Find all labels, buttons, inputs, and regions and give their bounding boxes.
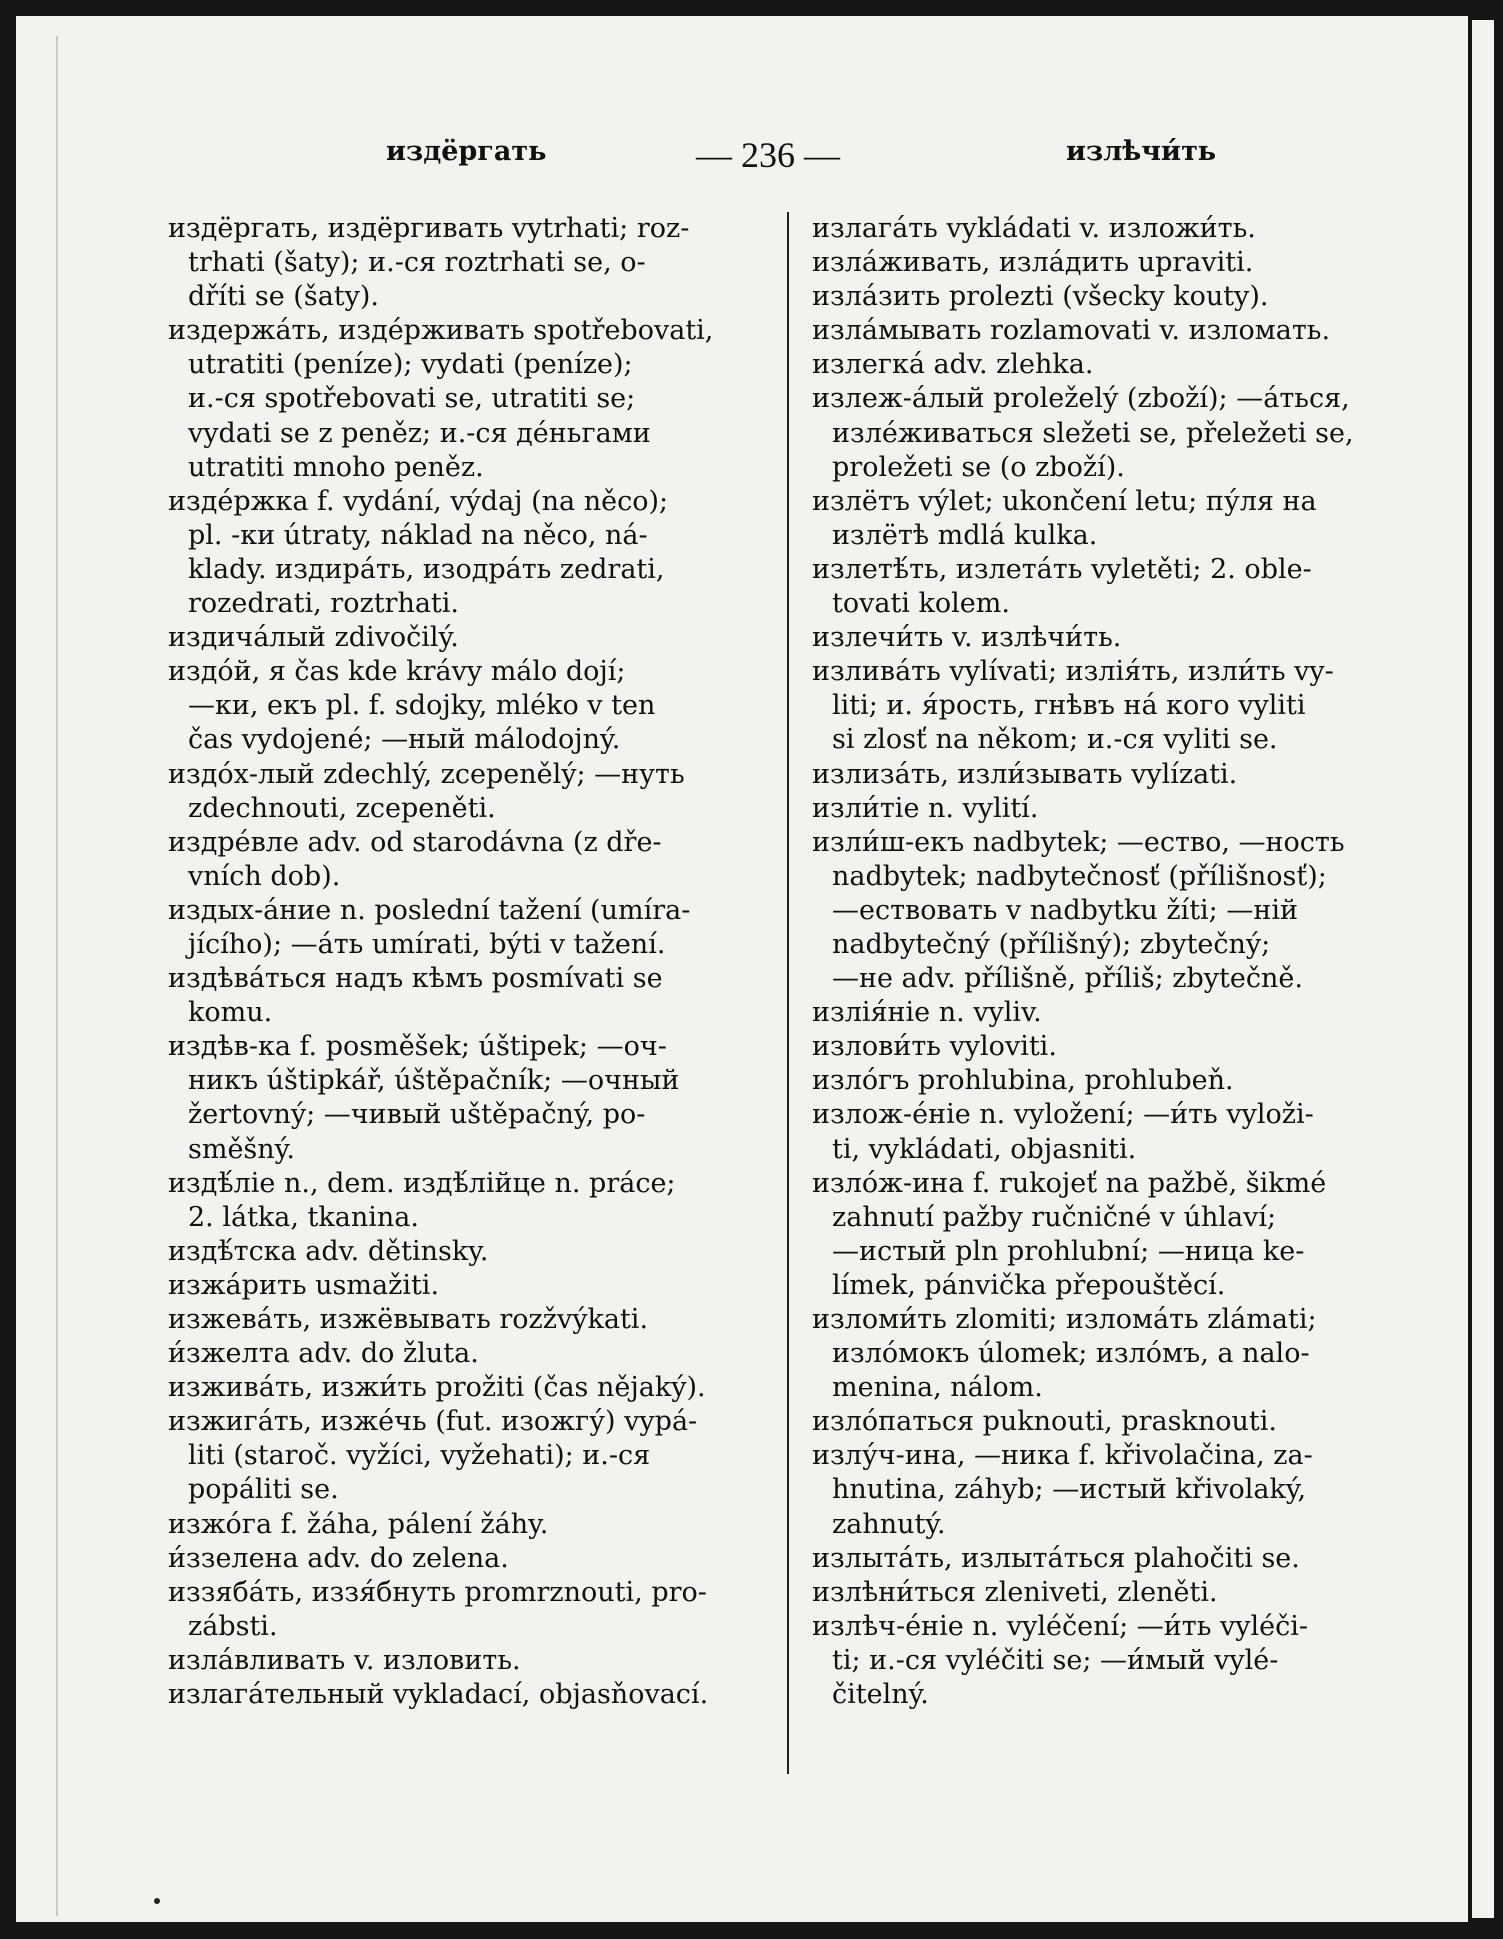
text-line: излегка́ adv. zlehka. bbox=[812, 349, 1094, 381]
text-line: никъ úštipkář, úštěpačník; —очный bbox=[188, 1065, 680, 1097]
text-line: komu. bbox=[188, 997, 273, 1029]
text-line: límek, pánvička přepouštěcí. bbox=[832, 1269, 1226, 1301]
text-line: издёргать, издёргивать vytrhati; roz- bbox=[168, 213, 690, 244]
text-line: hnutina, záhyb; —истый křivolaký, bbox=[832, 1474, 1307, 1506]
text-line: излётѣ mdlá kulka. bbox=[832, 519, 1098, 551]
text-line: излиза́ть, изли́зывать vylízati. bbox=[812, 758, 1238, 790]
text-line: излага́ть vykládati v. изложи́ть. bbox=[812, 213, 1256, 244]
text-line: излія́нie n. vyliv. bbox=[812, 997, 1042, 1029]
text-line: изло́паться puknouti, prasknouti. bbox=[812, 1406, 1277, 1438]
header-right-word: излѣчи́ть bbox=[1066, 136, 1217, 167]
text-line: žertovný; —чивый uštěpačný, po- bbox=[188, 1099, 646, 1131]
text-line: излива́ть vylívati; излія́ть, изли́ть vy- bbox=[812, 656, 1334, 688]
text-line: издѣва́ться надъ кѣмъ posmívati se bbox=[168, 963, 663, 995]
text-line: изжа́рить usmažiti. bbox=[168, 1269, 440, 1301]
text-line: излечи́ть v. излѣчи́ть. bbox=[812, 622, 1122, 654]
text-line: излу́ч-ина, —ника f. křivolačina, za- bbox=[812, 1440, 1313, 1472]
text-line: menina, nálom. bbox=[832, 1372, 1043, 1404]
text-line: 2. látka, tkanina. bbox=[188, 1201, 419, 1233]
text-line: изли́ш-екъ nadbytek; —ество, —ность bbox=[812, 826, 1345, 858]
right-column bbox=[812, 212, 1437, 1712]
text-line: изло́ж-ина f. rukojeť na pažbě, šikmé bbox=[812, 1167, 1327, 1199]
text-line: изла́вливать v. изловить. bbox=[168, 1644, 521, 1676]
text-line: zábsti. bbox=[188, 1610, 278, 1642]
text-line: ti, vykládati, objasniti. bbox=[832, 1133, 1137, 1165]
text-line: изла́мывать rozlamovati v. изломать. bbox=[812, 315, 1331, 347]
text-line: излётъ výlet; ukončení letu; пу́ля на bbox=[812, 485, 1317, 517]
text-line: dříti se (šaty). bbox=[188, 281, 380, 313]
left-column bbox=[168, 212, 768, 1712]
text-line: čas vydojené; —ный málodojný. bbox=[188, 724, 621, 756]
text-line: zdechnouti, zcepeněti. bbox=[188, 792, 496, 824]
ink-dot bbox=[154, 1898, 160, 1904]
text-line: излови́ть vyloviti. bbox=[812, 1031, 1057, 1063]
text-line: изла́зить prolezti (všecky kouty). bbox=[812, 281, 1269, 313]
text-line: utratiti (peníze); vydati (peníze); bbox=[188, 349, 633, 381]
text-line: излетѣ́ть, излета́ть vyletěti; 2. oble- bbox=[812, 553, 1312, 585]
text-line: изжо́га f. žáha, pálení žáhy. bbox=[168, 1508, 549, 1540]
text-line: издых-а́ние n. poslední tažení (umíra- bbox=[168, 894, 691, 926]
text-line: liti; и. я́рость, гнѣвъ на́ кого vyliti bbox=[832, 690, 1306, 722]
page-gutter-line bbox=[1470, 16, 1472, 1922]
text-line: излыта́ть, излыта́ться plahočiti se. bbox=[812, 1542, 1300, 1574]
text-line: излага́тельный vykladací, objasňovací. bbox=[168, 1679, 709, 1711]
binding-edge bbox=[56, 36, 58, 1916]
text-line: vních dob). bbox=[188, 860, 341, 892]
text-line: čitelný. bbox=[832, 1679, 929, 1711]
text-line: si zlosť na někom; и.-ся vyliti se. bbox=[832, 724, 1278, 756]
text-line: издержа́ть, изде́рживать spotřebovati, bbox=[168, 315, 714, 347]
text-line: изломи́ть zlomiti; излома́ть zlámati; bbox=[812, 1304, 1317, 1335]
text-line: и́ззелена adv. do zelena. bbox=[168, 1542, 509, 1574]
next-page-strip bbox=[1472, 20, 1494, 1918]
text-line: pl. -ки útraty, náklad na něco, ná- bbox=[188, 519, 648, 551]
text-line: издо́х-лый zdechlý, zcepenělý; —нуть bbox=[168, 758, 685, 790]
text-line: nadbytečný (přílišný); zbytečný; bbox=[832, 928, 1271, 960]
text-line: изле́живаться sležeti se, přeležeti se, bbox=[832, 417, 1354, 449]
text-line: и́зжелта adv. do žluta. bbox=[168, 1338, 479, 1370]
text-line: —не adv. přílišně, příliš; zbytečně. bbox=[832, 963, 1303, 995]
text-line: издѣ́тска adv. dětinsky. bbox=[168, 1235, 489, 1267]
text-line: klady. издира́ть, изодра́ть zedrati, bbox=[188, 553, 665, 585]
text-line: изде́ржка f. vydání, výdaj (na něco); bbox=[168, 485, 669, 517]
text-line: utratiti mnoho peněz. bbox=[188, 451, 484, 483]
text-line: и.-ся spotřebovati se, utratiti se; bbox=[188, 383, 636, 415]
text-line: popáliti se. bbox=[188, 1474, 339, 1506]
text-line: издѣ́лie n., dem. издѣ́лiйце n. práce; bbox=[168, 1167, 676, 1199]
text-line: —ки, екъ pl. f. sdojky, mléko v ten bbox=[188, 690, 656, 722]
text-line: proležeti se (o zboží). bbox=[832, 451, 1125, 483]
text-line: изли́тie n. vylití. bbox=[812, 792, 1039, 824]
text-line: изло́гъ prohlubina, prohlubeň. bbox=[812, 1065, 1234, 1097]
dictionary-page bbox=[16, 16, 1468, 1922]
text-line: ti; и.-ся vyléčiti se; —и́мый vylé- bbox=[832, 1644, 1279, 1676]
text-line: изжива́ть, изжи́ть prožiti (čas nějaký). bbox=[168, 1372, 706, 1404]
text-line: иззяба́ть, иззя́бнуть promrznouti, pro- bbox=[168, 1576, 707, 1608]
text-line: издѣв-ка f. posměšek; úštipek; —оч- bbox=[168, 1031, 667, 1063]
text-line: издре́вле adv. od starodávna (z dře- bbox=[168, 826, 662, 858]
text-line: изжева́ть, изжёвывать rozžvýkati. bbox=[168, 1304, 649, 1335]
text-line: zahnutý. bbox=[832, 1508, 946, 1540]
text-line: tovati kolem. bbox=[832, 588, 1010, 620]
text-line: излѣч-е́нie n. vyléčení; —и́ть vyléči- bbox=[812, 1610, 1308, 1642]
text-line: rozedrati, roztrhati. bbox=[188, 588, 460, 620]
text-line: излѣни́ться zleniveti, zleněti. bbox=[812, 1576, 1218, 1608]
text-line: излеж-а́лый proleželý (zboží); —а́ться, bbox=[812, 383, 1350, 415]
text-line: směšný. bbox=[188, 1133, 295, 1165]
text-line: jícího); —а́ть umírati, býti v tažení. bbox=[188, 928, 666, 960]
text-line: излож-е́нie n. vyložení; —и́ть vyloži- bbox=[812, 1099, 1314, 1131]
page-header bbox=[16, 136, 1468, 176]
column-divider bbox=[787, 212, 789, 1774]
text-line: vydati se z peněz; и.-ся де́ньгами bbox=[188, 417, 651, 449]
text-line: издо́й, я čas kde krávy málo dojí; bbox=[168, 656, 626, 688]
text-line: liti (staroč. vyžíci, vyžehati); и.-ся bbox=[188, 1440, 651, 1472]
text-line: zahnutí pažby ručničné v úhlaví; bbox=[832, 1201, 1277, 1233]
page-number: — 236 — bbox=[696, 135, 840, 175]
text-line: trhati (šaty); и.-ся roztrhati se, o- bbox=[188, 247, 646, 279]
header-left-word: издёргать bbox=[386, 136, 547, 167]
text-line: изла́живать, изла́дить upraviti. bbox=[812, 247, 1254, 279]
text-line: —истый pln prohlubní; —ница ke- bbox=[832, 1235, 1305, 1267]
text-line: —ествовать v nadbytku žíti; —ній bbox=[832, 894, 1298, 926]
text-line: изло́мокъ úlomek; изло́мъ, a nalo- bbox=[832, 1338, 1310, 1370]
text-line: nadbytek; nadbytečnosť (přílišnosť); bbox=[832, 860, 1327, 892]
text-line: издича́лый zdivočilý. bbox=[168, 622, 459, 654]
text-line: изжига́ть, изже́чь (fut. изожгу́) vypá- bbox=[168, 1406, 698, 1438]
